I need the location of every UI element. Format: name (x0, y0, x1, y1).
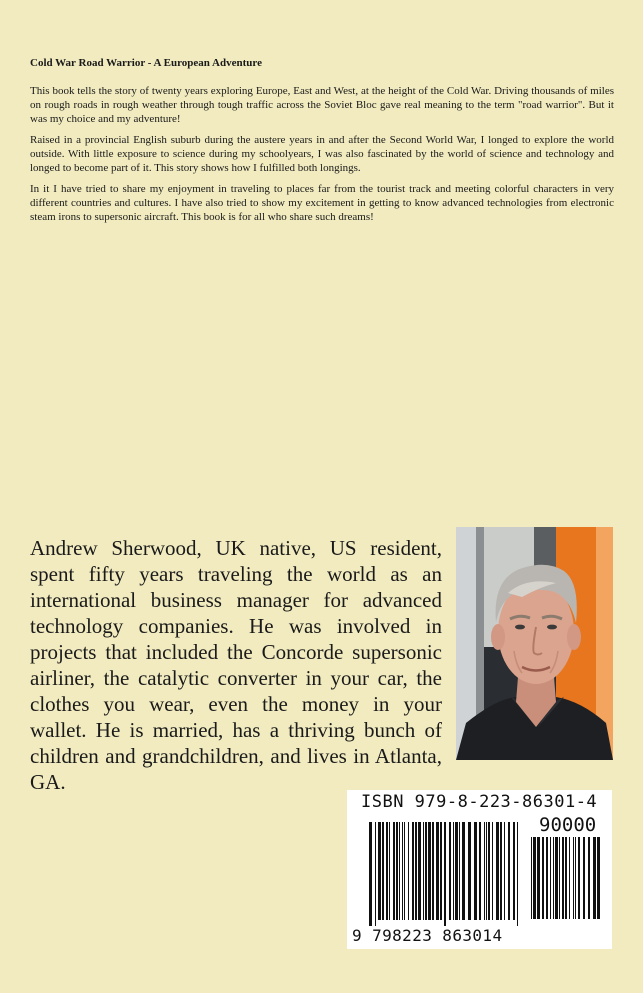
blurb-paragraph-2: Raised in a provincial English suburb during the austere years in and after the Second World War, I longed to explore the world outside. With little exposure to science during my schoolyears, I was also fascinated by the world of science and technology and longed to become part of it. This story shows how I fulfilled both longings. (30, 134, 614, 174)
isbn-barcode (347, 790, 612, 949)
addon-bars (531, 837, 603, 919)
author-bio: Andrew Sherwood, UK native, US resident, spent fifty years traveling the world as an international business manager for advanced technology companies. He was involved in projects that included the Concorde supersonic airliner, the catalytic converter in your car, the clothes you wear, even the money in your wallet. He is married, has a thriving bunch of children and grandchildren, and lives in Atlanta, GA. (30, 536, 442, 794)
ean13-bars (369, 822, 521, 926)
book-title: Cold War Road Warrior - A European Adventure (30, 57, 262, 69)
author-portrait-illustration (456, 527, 613, 760)
author-photo (456, 527, 613, 760)
blurb-paragraph-1: This book tells the story of twenty years exploring Europe, East and West, at the height of the Cold War. Driving thousands of miles on rough roads in rough weather through tough traffic across the Soviet Bloc gave real meaning to the term "road warrior". But it was my choice and my adventure! (30, 85, 614, 125)
isbn-label: ISBN 979-8-223-86301-4 (361, 792, 598, 812)
back-cover-blurb (30, 56, 614, 231)
ean-digits: 9 798223 863014 (352, 926, 503, 945)
blurb-paragraph-3: In it I have tried to share my enjoyment in traveling to places far from the tourist track and meeting colorful characters in very different countries and cultures. I have also tried to show my excitement in getting to know advanced technologies from electronic steam irons to supersonic aircraft. This book is for all who share such dreams! (30, 183, 614, 223)
price-code: 90000 (539, 814, 597, 836)
